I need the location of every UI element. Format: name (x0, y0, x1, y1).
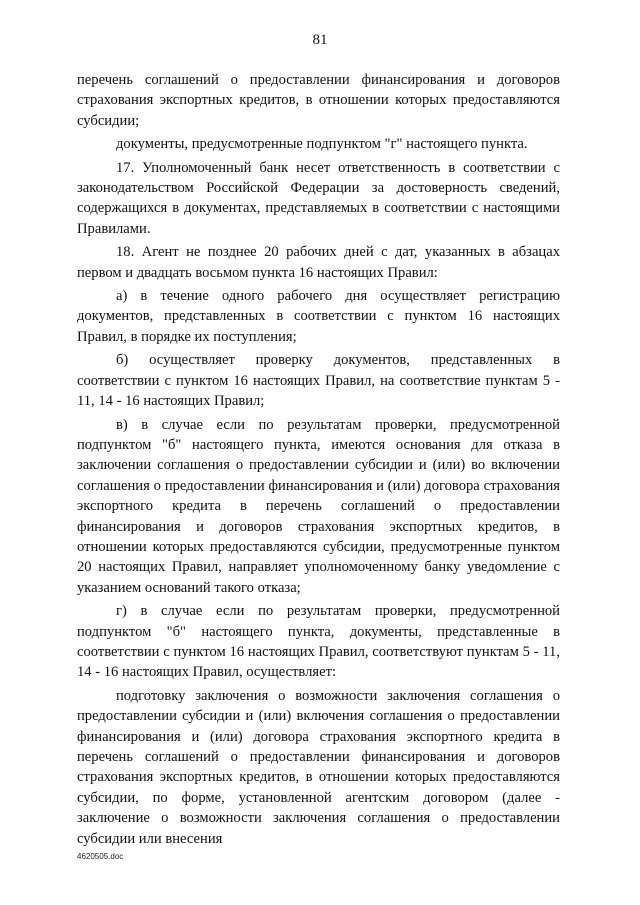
paragraph-preparation: подготовку заключения о возможности заключения соглашения о предоставлении субсидии и (или) включения соглашения о предоставлении финансирования и (или) договора страхования экспортного кредита в перечень соглашений о предоставлении финансирования и договоров страхования экспортных кредитов, в отношении которых предоставляются субсидии, по форме, установленной агентским договором (далее - заключение о возможности заключения соглашения о предоставлении субсидии или внесения (77, 687, 560, 847)
paragraph-2: документы, предусмотренные подпунктом "г" настоящего пункта. (116, 136, 528, 153)
subparagraph-a: а) в течение одного рабочего дня осуществляет регистрацию документов, представленных в соответствии с пунктом 16 настоящих Правил, в порядке их поступления; (77, 288, 560, 345)
page-number: 81 (312, 32, 328, 48)
paragraph-17: 17. Уполномоченный банк несет ответственность в соответствии с законодательством Российской Федерации за достоверность сведений, содержащихся в документах, представляемых в соответствии с настоящими Правилами. (77, 159, 560, 237)
document-body (77, 70, 560, 849)
file-name-footer: 4620505.doc (77, 852, 124, 861)
subparagraph-v: в) в случае если по результатам проверки, предусмотренной подпунктом "б" настоящего пункта, имеются основания для отказа в заключении соглашения о предоставлении субсидии и (или) во включении соглашения о предоставлении финансирования и (или) договора страхования экспортного кредита в перечень соглашений о предоставлении финансирования и договоров страхования экспортных кредитов, в отношении которых предоставляются субсидии, предусмотренные пунктом 20 настоящих Правил, направляет уполномоченному банку уведомление с указанием оснований такого отказа; (77, 416, 560, 596)
subparagraph-b: б) осуществляет проверку документов, представленных в соответствии с пунктом 16 настоящих Правил, на соответствие пунктам 5 - 11, 14 - 16 настоящих Правил; (77, 352, 560, 410)
paragraph-1: перечень соглашений о предоставлении финансирования и договоров страхования экспортных кредитов, в отношении которых предоставляются субсидии; (77, 72, 560, 129)
paragraph-18: 18. Агент не позднее 20 рабочих дней с дат, указанных в абзацах первом и двадцать восьмом пункта 16 настоящих Правил: (77, 244, 560, 281)
subparagraph-g: г) в случае если по результатам проверки, предусмотренной подпунктом "б" настоящего пункта, документы, представленные в соответствии с пунктом 16 настоящих Правил, соответствуют пунктам 5 - 11, 14 - 16 настоящих Правил, осуществляет: (77, 603, 560, 681)
